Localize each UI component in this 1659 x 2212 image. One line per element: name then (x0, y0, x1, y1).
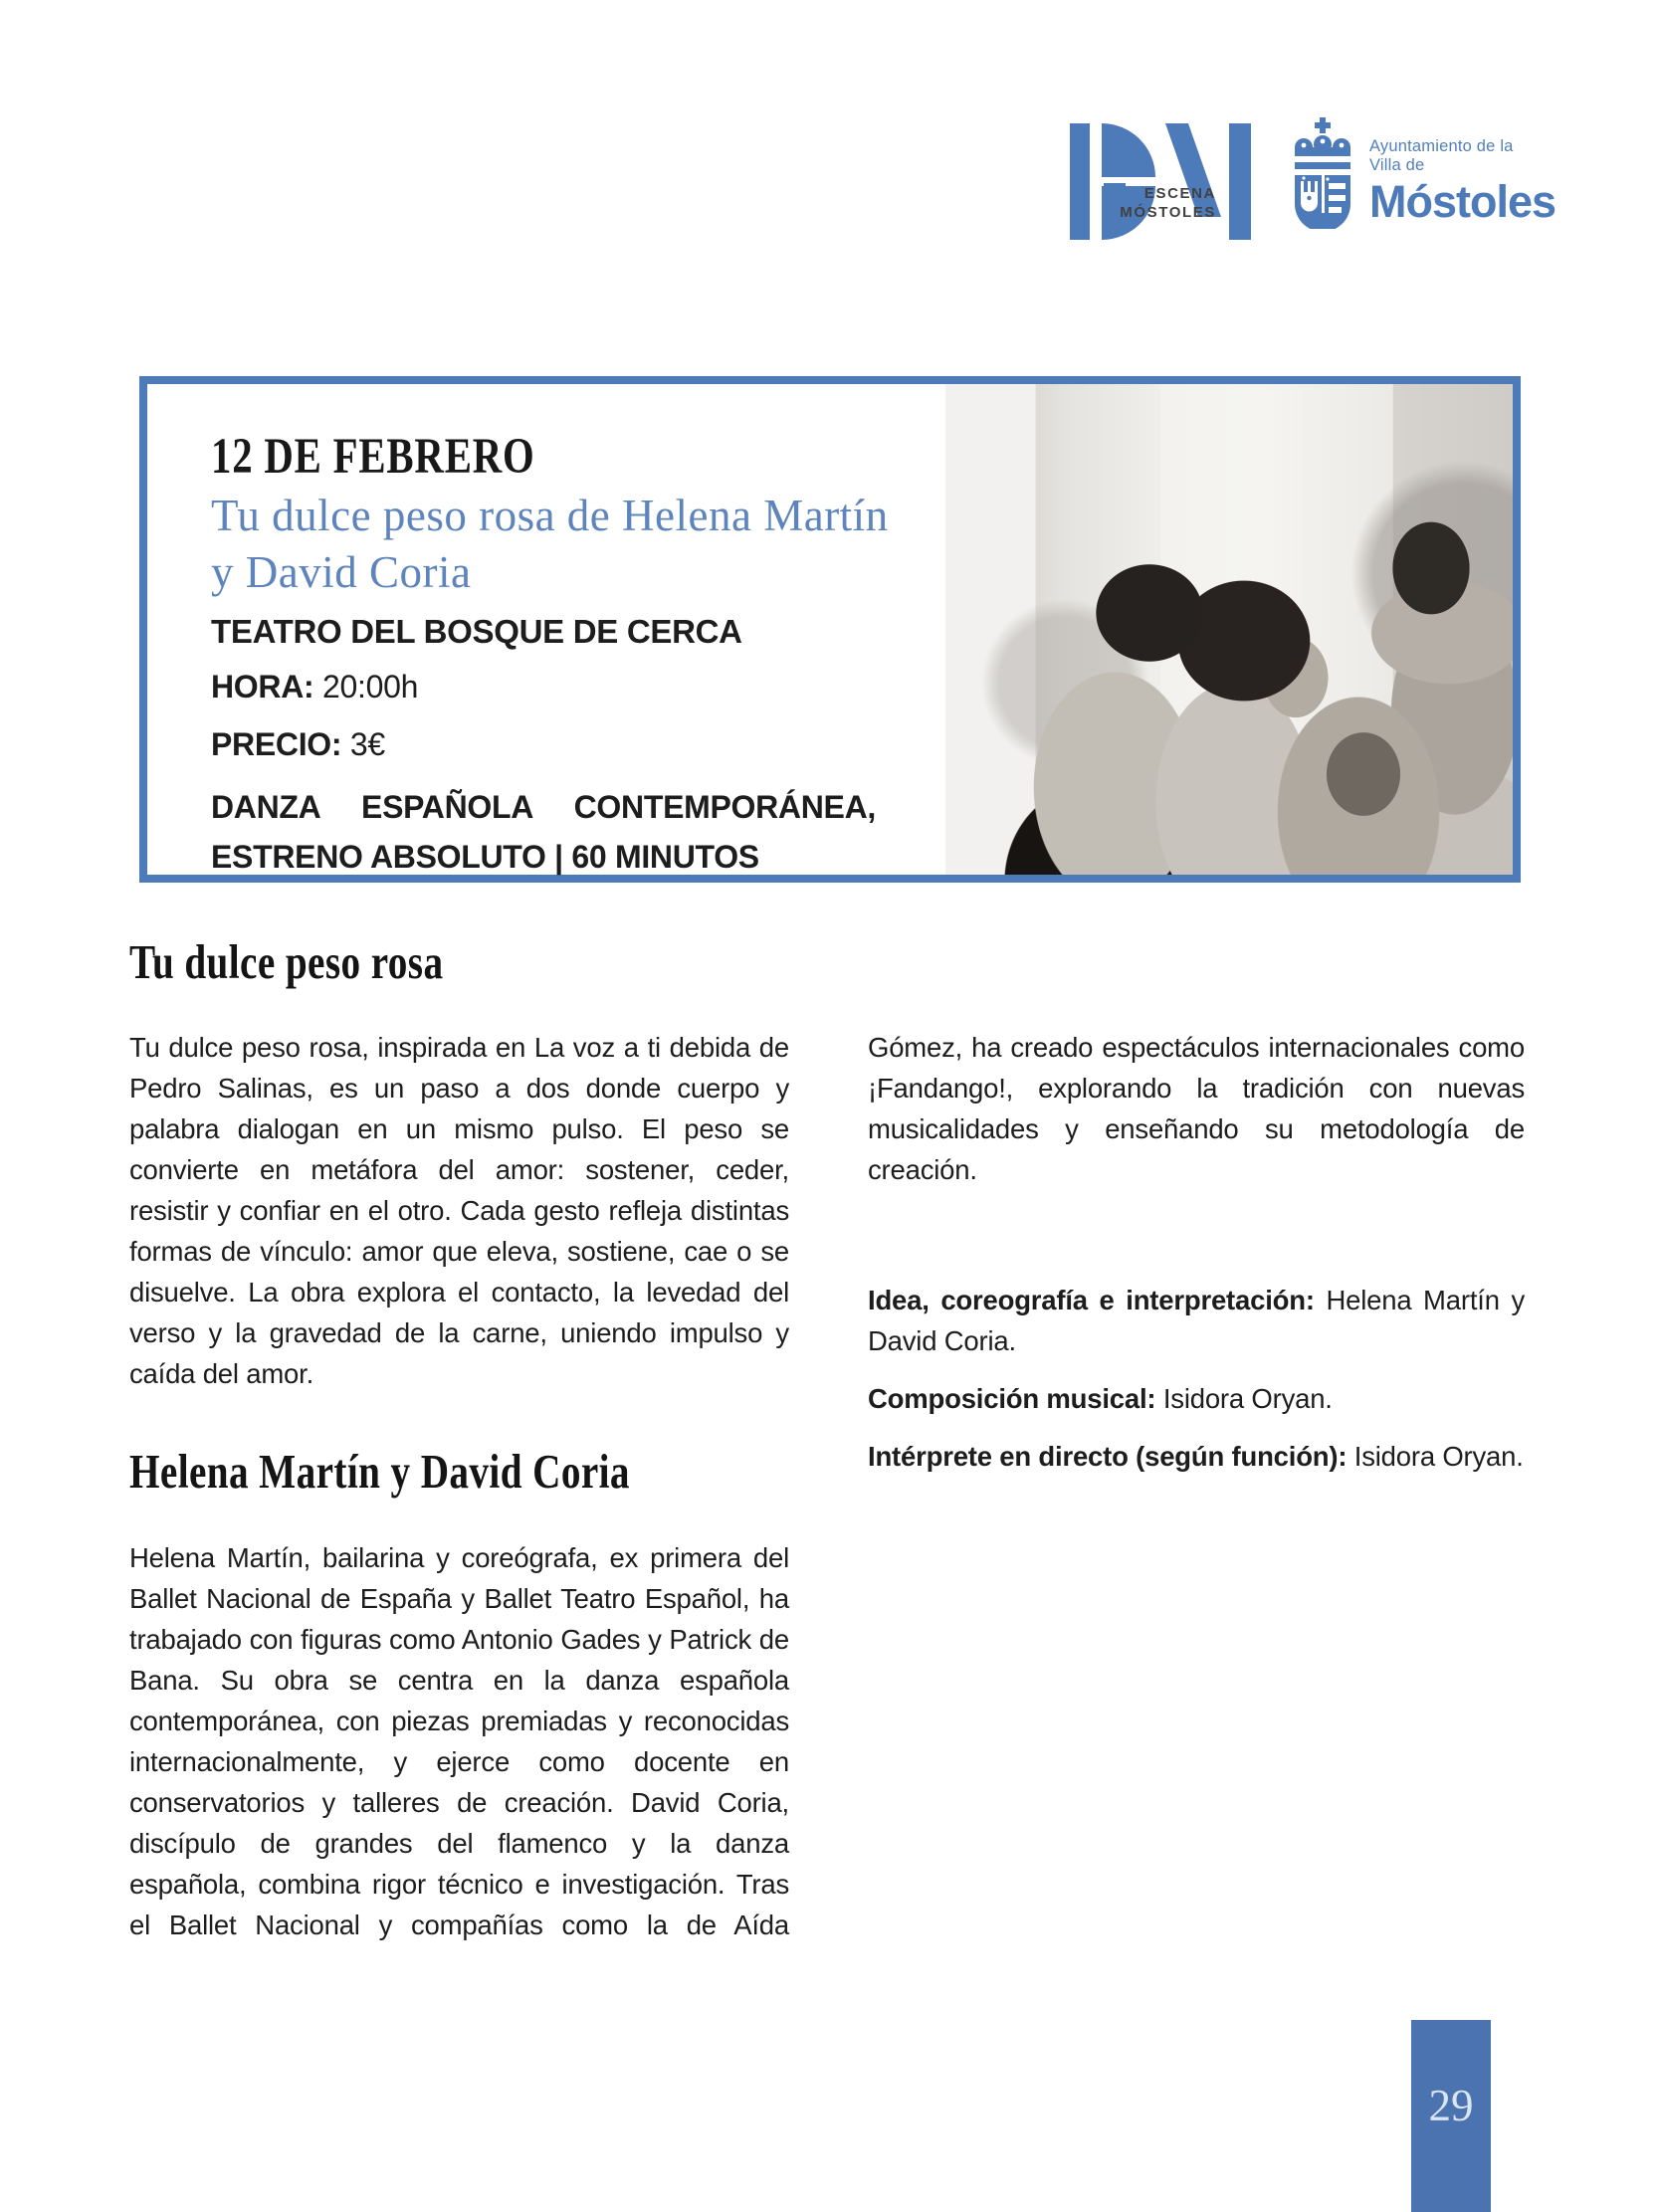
event-date: 12 DE FEBRERO (211, 429, 535, 485)
credit-music (868, 1378, 1525, 1419)
page-number: 29 (1428, 2081, 1474, 2130)
credit-performer (868, 1436, 1525, 1477)
credit-performer-label: Intérprete en directo (según función): (868, 1441, 1348, 1472)
event-genre: DANZA ESPAÑOLA CONTEMPORÁNEA, ESTRENO ABSOLUTO | 60 MINUTOS (211, 789, 876, 875)
artists-bio-paragraph: Helena Martín, bailarina y coreógrafa, ex primera del Ballet Nacional de España y Ballet Teatro Español, ha trabajado con figuras como Antonio Gades y Patrick de Bana. Su obra se centra en la danza española contemporánea, con piezas premiadas y reconocidas internacionalmente, y ejerce como docente en conservatorios y talleres de creación. David Coria, discípulo de grandes del flamenco y la danza española, combina rigor técnico e investigación. Tras el Ballet Nacional y compañías como la de Aída (129, 1542, 789, 1940)
credits-block (868, 1280, 1525, 1494)
section-heading-artists: Helena Martín y David Coria (129, 1444, 630, 1499)
event-venue: TEATRO DEL BOSQUE DE CERCA (211, 613, 742, 650)
escena-logo-line2: MÓSTOLES (1120, 204, 1216, 221)
page-number-badge (1411, 2020, 1491, 2212)
ayuntamiento-mostoles-logo (1292, 115, 1556, 230)
event-price-label: PRECIO: (211, 726, 342, 762)
event-price (211, 726, 385, 763)
credit-idea-label: Idea, coreografía e interpretación: (868, 1285, 1315, 1315)
ayuntamiento-wordmark (1369, 137, 1556, 228)
escena-logo-wordmark (1120, 184, 1216, 222)
section-heading-work: Tu dulce peso rosa (129, 934, 444, 989)
event-photo-dancers (945, 384, 1513, 875)
event-time-label: HORA: (211, 669, 314, 704)
credit-idea (868, 1280, 1525, 1361)
event-card (139, 376, 1521, 883)
ayuntamiento-city-name: Móstoles (1369, 176, 1556, 227)
escena-mostoles-logo (1070, 119, 1244, 224)
credit-idea-value: Helena Martín y David Coria. (868, 1285, 1525, 1356)
event-time (211, 669, 418, 705)
escena-logo-line1: ESCENA (1143, 185, 1216, 202)
em-monogram-icon (1070, 119, 1254, 244)
event-time-value: 20:00h (321, 669, 419, 704)
work-description-paragraph: Tu dulce peso rosa, inspirada en La voz a ti debida de Pedro Salinas, es un paso a dos donde cuerpo y palabra dialogan en un mismo pulso. El peso se convierte en metáfora del amor: sostener, ceder, resistir y confiar en el otro. Cada gesto refleja distintas formas de vínculo: amor que eleva, sostiene, cae o se disuelve. La obra explora el contacto, la levedad del verso y la gravedad de la carne, uniendo impulso y caída del amor. (129, 1032, 789, 1389)
credit-performer-value: Isidora Oryan. (1353, 1441, 1524, 1472)
credit-music-label: Composición musical: (868, 1383, 1156, 1414)
bio-continuation-paragraph: Gómez, ha creado espectáculos internacionales como ¡Fandango!, explorando la tradición con nuevas musicalidades y enseñando su metodología de creación. (868, 1032, 1525, 1185)
mostoles-shield-icon (1292, 117, 1353, 229)
event-title: Tu dulce peso rosa de Helena Martín y David Coria (211, 491, 889, 597)
event-price-value: 3€ (349, 726, 385, 762)
credit-music-value: Isidora Oryan. (1162, 1383, 1333, 1414)
ayuntamiento-tagline: Ayuntamiento de la Villa de (1369, 137, 1514, 174)
